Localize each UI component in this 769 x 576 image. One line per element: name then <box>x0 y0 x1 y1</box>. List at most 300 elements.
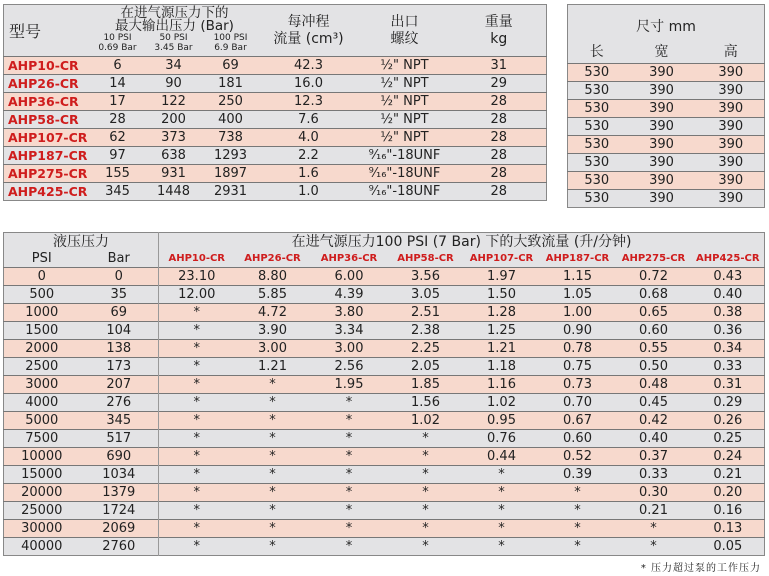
sub-psi: 50 PSI <box>159 33 188 43</box>
flow-value: 0.29 <box>692 394 765 412</box>
flow-value: 1.85 <box>388 376 464 394</box>
flow-value: * <box>388 520 464 538</box>
sub-psi: 10 PSI <box>103 33 132 43</box>
pressure-bar: 69 <box>80 304 159 322</box>
header-pressure-sub <box>90 33 146 57</box>
stroke-line2: 流量 (cm³) <box>273 30 344 47</box>
dim-width: 390 <box>626 64 698 82</box>
model-name: AHP58-CR <box>4 111 90 129</box>
flow-value: * <box>159 430 235 448</box>
flow-value: 0.16 <box>692 502 765 520</box>
table-row <box>4 57 547 75</box>
pressure-psi: 1500 <box>4 322 80 340</box>
table-row <box>4 129 547 147</box>
flow-value: 5.85 <box>235 286 311 304</box>
flow-value: 4.39 <box>311 286 388 304</box>
pressure-bar: 2760 <box>80 538 159 556</box>
pressure-bar: 138 <box>80 340 159 358</box>
flow-value: * <box>235 502 311 520</box>
flow-value: * <box>159 340 235 358</box>
model-name: AHP36-CR <box>4 93 90 111</box>
pressure-bar: 1724 <box>80 502 159 520</box>
outlet-line1: 出口 <box>390 13 419 30</box>
flow-value: * <box>540 484 616 502</box>
flow-value: * <box>388 466 464 484</box>
weight: 28 <box>452 165 547 183</box>
max-pressure-10psi: 17 <box>90 93 146 111</box>
flow-per-stroke: 16.0 <box>260 75 358 93</box>
table-row <box>4 340 765 358</box>
table-row <box>4 538 765 556</box>
pressure-title-line1: 在进气源压力下的 <box>120 5 229 21</box>
header-outlet <box>358 5 452 57</box>
flow-value: 0.68 <box>616 286 692 304</box>
pressure-bar: 1379 <box>80 484 159 502</box>
max-pressure-50psi: 200 <box>146 111 202 129</box>
pressure-psi: 2500 <box>4 358 80 376</box>
model-name: AHP107-CR <box>4 129 90 147</box>
table-row <box>4 430 765 448</box>
flow-value: * <box>159 484 235 502</box>
flow-value: * <box>311 394 388 412</box>
flow-value: 0.05 <box>692 538 765 556</box>
flow-value: 1.16 <box>464 376 540 394</box>
pressure-psi: 10000 <box>4 448 80 466</box>
max-pressure-50psi: 122 <box>146 93 202 111</box>
table-row <box>4 111 547 129</box>
flow-value: * <box>159 304 235 322</box>
flow-value: 1.97 <box>464 268 540 286</box>
model-name: AHP425-CR <box>4 183 90 201</box>
flow-value: 0.40 <box>692 286 765 304</box>
dim-width: 390 <box>626 172 698 190</box>
dim-height: 390 <box>698 190 765 208</box>
dim-length: 530 <box>568 154 626 172</box>
flow-value: * <box>311 448 388 466</box>
max-pressure-100psi: 69 <box>202 57 260 75</box>
flow-model-header: AHP36-CR <box>311 251 388 268</box>
pressure-bar: 173 <box>80 358 159 376</box>
flow-table-body <box>4 268 765 556</box>
flow-model-header: AHP26-CR <box>235 251 311 268</box>
header-stroke <box>260 5 358 57</box>
weight: 31 <box>452 57 547 75</box>
flow-value: * <box>616 520 692 538</box>
flow-value: * <box>388 430 464 448</box>
flow-value: 2.56 <box>311 358 388 376</box>
flow-value: 0.26 <box>692 412 765 430</box>
flow-title: 在进气源压力100 PSI (7 Bar) 下的大致流量 (升/分钟) <box>159 233 765 252</box>
dim-header-width: 宽 <box>626 39 698 64</box>
pressure-psi: 20000 <box>4 484 80 502</box>
flow-value: 2.05 <box>388 358 464 376</box>
pressure-bar: 104 <box>80 322 159 340</box>
flow-value: * <box>388 502 464 520</box>
flow-value: 1.21 <box>235 358 311 376</box>
flow-value: 0.21 <box>616 502 692 520</box>
table-row <box>4 304 765 322</box>
max-pressure-100psi: 250 <box>202 93 260 111</box>
outlet-thread: ½" NPT <box>358 111 452 129</box>
pressure-bar: 345 <box>80 412 159 430</box>
flow-value: 0.13 <box>692 520 765 538</box>
flow-value: * <box>311 466 388 484</box>
flow-value: * <box>235 394 311 412</box>
max-pressure-100psi: 2931 <box>202 183 260 201</box>
table-row <box>4 183 547 201</box>
flow-value: * <box>159 520 235 538</box>
max-pressure-10psi: 155 <box>90 165 146 183</box>
flow-model-header: AHP58-CR <box>388 251 464 268</box>
flow-value: 6.00 <box>311 268 388 286</box>
flow-value: 3.00 <box>311 340 388 358</box>
flow-value: * <box>616 538 692 556</box>
flow-value: 0.95 <box>464 412 540 430</box>
flow-value: * <box>464 466 540 484</box>
flow-value: 0.37 <box>616 448 692 466</box>
table-row <box>4 286 765 304</box>
flow-value: * <box>235 430 311 448</box>
flow-value: 1.05 <box>540 286 616 304</box>
flow-value: 0.30 <box>616 484 692 502</box>
max-pressure-50psi: 90 <box>146 75 202 93</box>
flow-value: * <box>311 538 388 556</box>
dim-width: 390 <box>626 82 698 100</box>
flow-value: * <box>540 502 616 520</box>
flow-value: 1.02 <box>388 412 464 430</box>
stroke-line1: 每冲程 <box>287 13 330 30</box>
unit-bar: Bar <box>80 251 159 268</box>
pressure-bar: 0 <box>80 268 159 286</box>
flow-value: 0.72 <box>616 268 692 286</box>
sub-psi: 100 PSI <box>213 33 248 43</box>
pressure-bar: 517 <box>80 430 159 448</box>
flow-per-stroke: 1.6 <box>260 165 358 183</box>
footnote: * 压力超过泵的工作压力 <box>640 563 761 574</box>
flow-value: * <box>235 412 311 430</box>
flow-value: 0.55 <box>616 340 692 358</box>
flow-value: 0.78 <box>540 340 616 358</box>
flow-value: * <box>159 502 235 520</box>
max-pressure-100psi: 1293 <box>202 147 260 165</box>
pressure-title-line2: 最大输出压力 (Bar) <box>115 18 234 33</box>
flow-model-header: AHP425-CR <box>692 251 765 268</box>
weight: 28 <box>452 147 547 165</box>
flow-per-stroke: 42.3 <box>260 57 358 75</box>
dim-length: 530 <box>568 82 626 100</box>
max-pressure-50psi: 34 <box>146 57 202 75</box>
header-weight <box>452 5 547 57</box>
flow-value: * <box>159 376 235 394</box>
flow-model-header: AHP275-CR <box>616 251 692 268</box>
flow-value: 8.80 <box>235 268 311 286</box>
weight: 28 <box>452 129 547 147</box>
table-row <box>4 322 765 340</box>
flow-value: 3.90 <box>235 322 311 340</box>
max-pressure-100psi: 181 <box>202 75 260 93</box>
models-table-body <box>4 57 547 201</box>
flow-value: 3.34 <box>311 322 388 340</box>
flow-model-header: AHP10-CR <box>159 251 235 268</box>
flow-value: 0.45 <box>616 394 692 412</box>
dim-height: 390 <box>698 100 765 118</box>
pressure-bar: 207 <box>80 376 159 394</box>
table-row <box>4 147 547 165</box>
flow-value: * <box>159 322 235 340</box>
flow-value: 4.72 <box>235 304 311 322</box>
table-row <box>4 93 547 111</box>
outlet-line2: 螺纹 <box>390 30 419 47</box>
flow-value: 1.50 <box>464 286 540 304</box>
dimensions-table <box>567 4 765 208</box>
unit-psi: PSI <box>4 251 80 268</box>
outlet-thread: ½" NPT <box>358 57 452 75</box>
flow-value: 0.24 <box>692 448 765 466</box>
flow-value: 23.10 <box>159 268 235 286</box>
pressure-psi: 5000 <box>4 412 80 430</box>
flow-value: * <box>159 448 235 466</box>
max-pressure-100psi: 400 <box>202 111 260 129</box>
dim-height: 390 <box>698 64 765 82</box>
pressure-bar: 35 <box>80 286 159 304</box>
dim-width: 390 <box>626 154 698 172</box>
pressure-psi: 15000 <box>4 466 80 484</box>
flow-value: 2.38 <box>388 322 464 340</box>
dim-length: 530 <box>568 190 626 208</box>
table-row <box>4 376 765 394</box>
table-row <box>568 82 765 100</box>
max-pressure-10psi: 97 <box>90 147 146 165</box>
dim-height: 390 <box>698 118 765 136</box>
pressure-bar: 1034 <box>80 466 159 484</box>
flow-model-header: AHP187-CR <box>540 251 616 268</box>
flow-value: * <box>464 484 540 502</box>
flow-value: * <box>235 520 311 538</box>
max-pressure-100psi: 1897 <box>202 165 260 183</box>
flow-value: * <box>235 538 311 556</box>
flow-value: * <box>540 520 616 538</box>
dim-header-length: 长 <box>568 39 626 64</box>
pressure-psi: 30000 <box>4 520 80 538</box>
flow-value: 0.44 <box>464 448 540 466</box>
max-pressure-10psi: 62 <box>90 129 146 147</box>
flow-value: 1.15 <box>540 268 616 286</box>
flow-value: 1.18 <box>464 358 540 376</box>
flow-value: 0.65 <box>616 304 692 322</box>
hydraulic-pressure-title: 液压压力 <box>4 233 159 252</box>
flow-per-stroke: 12.3 <box>260 93 358 111</box>
dim-length: 530 <box>568 64 626 82</box>
dimensions-table-body <box>568 64 765 208</box>
flow-value: * <box>159 358 235 376</box>
flow-value: * <box>388 448 464 466</box>
table-row <box>568 64 765 82</box>
dim-length: 530 <box>568 136 626 154</box>
dim-width: 390 <box>626 190 698 208</box>
table-row <box>4 75 547 93</box>
table-row <box>4 520 765 538</box>
sub-bar: 6.9 Bar <box>214 43 247 53</box>
flow-value: * <box>388 538 464 556</box>
flow-value: 0.73 <box>540 376 616 394</box>
table-row <box>568 136 765 154</box>
flow-value: * <box>159 466 235 484</box>
flow-value: * <box>159 394 235 412</box>
flow-value: * <box>540 538 616 556</box>
max-pressure-10psi: 28 <box>90 111 146 129</box>
table-row <box>568 118 765 136</box>
flow-value: 0.25 <box>692 430 765 448</box>
max-pressure-100psi: 738 <box>202 129 260 147</box>
flow-value: 0.31 <box>692 376 765 394</box>
dim-width: 390 <box>626 136 698 154</box>
table-row <box>4 165 547 183</box>
flow-per-stroke: 7.6 <box>260 111 358 129</box>
flow-value: 3.05 <box>388 286 464 304</box>
dim-width: 390 <box>626 100 698 118</box>
flow-value: 1.56 <box>388 394 464 412</box>
pressure-psi: 4000 <box>4 394 80 412</box>
flow-value: 3.80 <box>311 304 388 322</box>
table-row <box>4 268 765 286</box>
flow-value: 0.90 <box>540 322 616 340</box>
outlet-thread: ½" NPT <box>358 75 452 93</box>
dim-height: 390 <box>698 82 765 100</box>
sub-bar: 3.45 Bar <box>154 43 193 53</box>
max-pressure-50psi: 1448 <box>146 183 202 201</box>
flow-value: 0.34 <box>692 340 765 358</box>
sub-bar: 0.69 Bar <box>98 43 137 53</box>
flow-value: 0.70 <box>540 394 616 412</box>
dim-length: 530 <box>568 100 626 118</box>
dim-width: 390 <box>626 118 698 136</box>
header-pressure-sub <box>146 33 202 57</box>
outlet-thread: ½" NPT <box>358 93 452 111</box>
table-row <box>4 484 765 502</box>
flow-value: * <box>235 484 311 502</box>
flow-value: 0.33 <box>692 358 765 376</box>
pressure-psi: 0 <box>4 268 80 286</box>
flow-value: * <box>159 538 235 556</box>
flow-value: 0.38 <box>692 304 765 322</box>
table-row <box>568 172 765 190</box>
max-pressure-50psi: 638 <box>146 147 202 165</box>
flow-per-stroke: 4.0 <box>260 129 358 147</box>
models-table <box>3 4 547 201</box>
dim-height: 390 <box>698 154 765 172</box>
flow-value: 0.39 <box>540 466 616 484</box>
flow-value: 0.48 <box>616 376 692 394</box>
flow-value: 0.50 <box>616 358 692 376</box>
flow-value: * <box>464 520 540 538</box>
pressure-psi: 1000 <box>4 304 80 322</box>
flow-value: 0.75 <box>540 358 616 376</box>
pressure-psi: 2000 <box>4 340 80 358</box>
flow-value: 1.21 <box>464 340 540 358</box>
outlet-thread: ½" NPT <box>358 129 452 147</box>
flow-value: 1.02 <box>464 394 540 412</box>
flow-value: 0.52 <box>540 448 616 466</box>
table-row <box>4 394 765 412</box>
pressure-bar: 276 <box>80 394 159 412</box>
dimensions-title: 尺寸 mm <box>568 5 765 40</box>
flow-value: 1.00 <box>540 304 616 322</box>
pressure-psi: 25000 <box>4 502 80 520</box>
flow-value: * <box>311 484 388 502</box>
flow-value: 2.51 <box>388 304 464 322</box>
flow-value: * <box>159 412 235 430</box>
table-row <box>568 154 765 172</box>
max-pressure-50psi: 931 <box>146 165 202 183</box>
flow-value: 0.21 <box>692 466 765 484</box>
flow-per-stroke: 2.2 <box>260 147 358 165</box>
flow-value: 1.25 <box>464 322 540 340</box>
pressure-psi: 500 <box>4 286 80 304</box>
max-pressure-10psi: 14 <box>90 75 146 93</box>
model-name: AHP10-CR <box>4 57 90 75</box>
flow-value: 0.42 <box>616 412 692 430</box>
flow-value: 3.56 <box>388 268 464 286</box>
flow-value: 2.25 <box>388 340 464 358</box>
pressure-psi: 3000 <box>4 376 80 394</box>
flow-value: 0.76 <box>464 430 540 448</box>
header-pressure-title <box>90 5 260 34</box>
model-name: AHP26-CR <box>4 75 90 93</box>
table-row <box>4 412 765 430</box>
weight-line2: kg <box>490 30 508 47</box>
table-row <box>4 358 765 376</box>
flow-value: * <box>235 376 311 394</box>
weight: 28 <box>452 93 547 111</box>
flow-value: 0.20 <box>692 484 765 502</box>
flow-value: * <box>311 502 388 520</box>
table-row <box>4 448 765 466</box>
flow-value: 3.00 <box>235 340 311 358</box>
flow-value: * <box>388 484 464 502</box>
table-row <box>568 100 765 118</box>
dim-height: 390 <box>698 172 765 190</box>
model-name: AHP275-CR <box>4 165 90 183</box>
dim-length: 530 <box>568 118 626 136</box>
weight: 28 <box>452 111 547 129</box>
table-row <box>4 466 765 484</box>
header-pressure-sub <box>202 33 260 57</box>
flow-value: * <box>464 502 540 520</box>
flow-model-header: AHP107-CR <box>464 251 540 268</box>
weight: 29 <box>452 75 547 93</box>
outlet-thread: ⁹⁄₁₆"-18UNF <box>358 165 452 183</box>
outlet-thread: ⁹⁄₁₆"-18UNF <box>358 183 452 201</box>
flow-value: 0.33 <box>616 466 692 484</box>
table-row <box>4 502 765 520</box>
outlet-thread: ⁹⁄₁₆"-18UNF <box>358 147 452 165</box>
flow-value: 0.60 <box>616 322 692 340</box>
flow-value: 0.60 <box>540 430 616 448</box>
flow-value: 12.00 <box>159 286 235 304</box>
flow-value: 0.36 <box>692 322 765 340</box>
flow-value: * <box>311 430 388 448</box>
dim-height: 390 <box>698 136 765 154</box>
flow-per-stroke: 1.0 <box>260 183 358 201</box>
pressure-bar: 2069 <box>80 520 159 538</box>
dim-header-height: 高 <box>698 39 765 64</box>
dim-length: 530 <box>568 172 626 190</box>
max-pressure-50psi: 373 <box>146 129 202 147</box>
flow-value: 0.43 <box>692 268 765 286</box>
max-pressure-10psi: 6 <box>90 57 146 75</box>
flow-value: * <box>311 412 388 430</box>
flow-value: * <box>235 448 311 466</box>
